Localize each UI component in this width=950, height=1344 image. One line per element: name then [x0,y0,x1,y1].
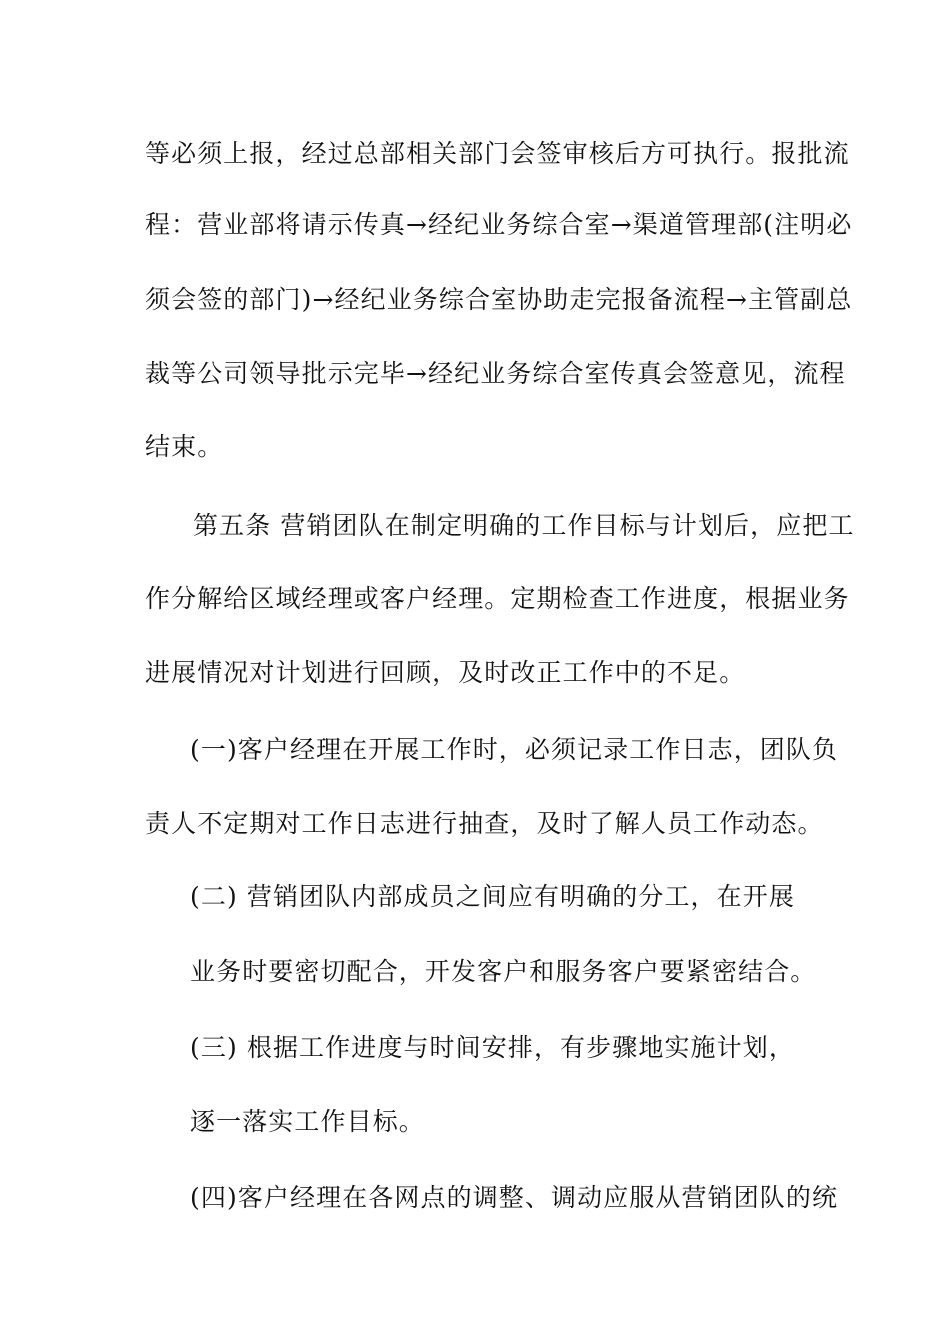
list-item-line: (二) 营销团队内部成员之间应有明确的分工，在开展 [190,882,795,911]
list-item-continuation: 业务时要密切配合，开发客户和服务客户要紧密结合。 [190,957,817,986]
paragraph-line: 结束。 [145,432,224,461]
article-heading-line: 第五条 营销团队在制定明确的工作目标与计划后，应把工 [193,511,855,540]
list-item-line: (三) 根据工作进度与时间安排，有步骤地实施计划， [190,1033,795,1062]
paragraph-line: 程：营业部将请示传真→经纪业务综合室→渠道管理部(注明必 [145,210,853,239]
paragraph-line: 作分解给区域经理或客户经理。定期检查工作进度，根据业务 [145,584,850,613]
paragraph-line: 责人不定期对工作日志进行抽查，及时了解人员工作动态。 [145,809,824,838]
list-item-line: (一)客户经理在开展工作时，必须记录工作日志，团队负 [190,735,839,764]
list-item-line: (四)客户经理在各网点的调整、调动应服从营销团队的统 [190,1183,839,1212]
paragraph-line: 裁等公司领导批示完毕→经纪业务综合室传真会签意见，流程 [145,359,846,388]
paragraph-line: 进展情况对计划进行回顾，及时改正工作中的不足。 [145,658,746,687]
paragraph-line: 须会签的部门)→经纪业务综合室协助走完报备流程→主管副总 [145,285,853,314]
paragraph-line: 等必须上报，经过总部相关部门会签审核后方可执行。报批流 [145,139,850,168]
list-item-continuation: 逐一落实工作目标。 [190,1107,425,1136]
